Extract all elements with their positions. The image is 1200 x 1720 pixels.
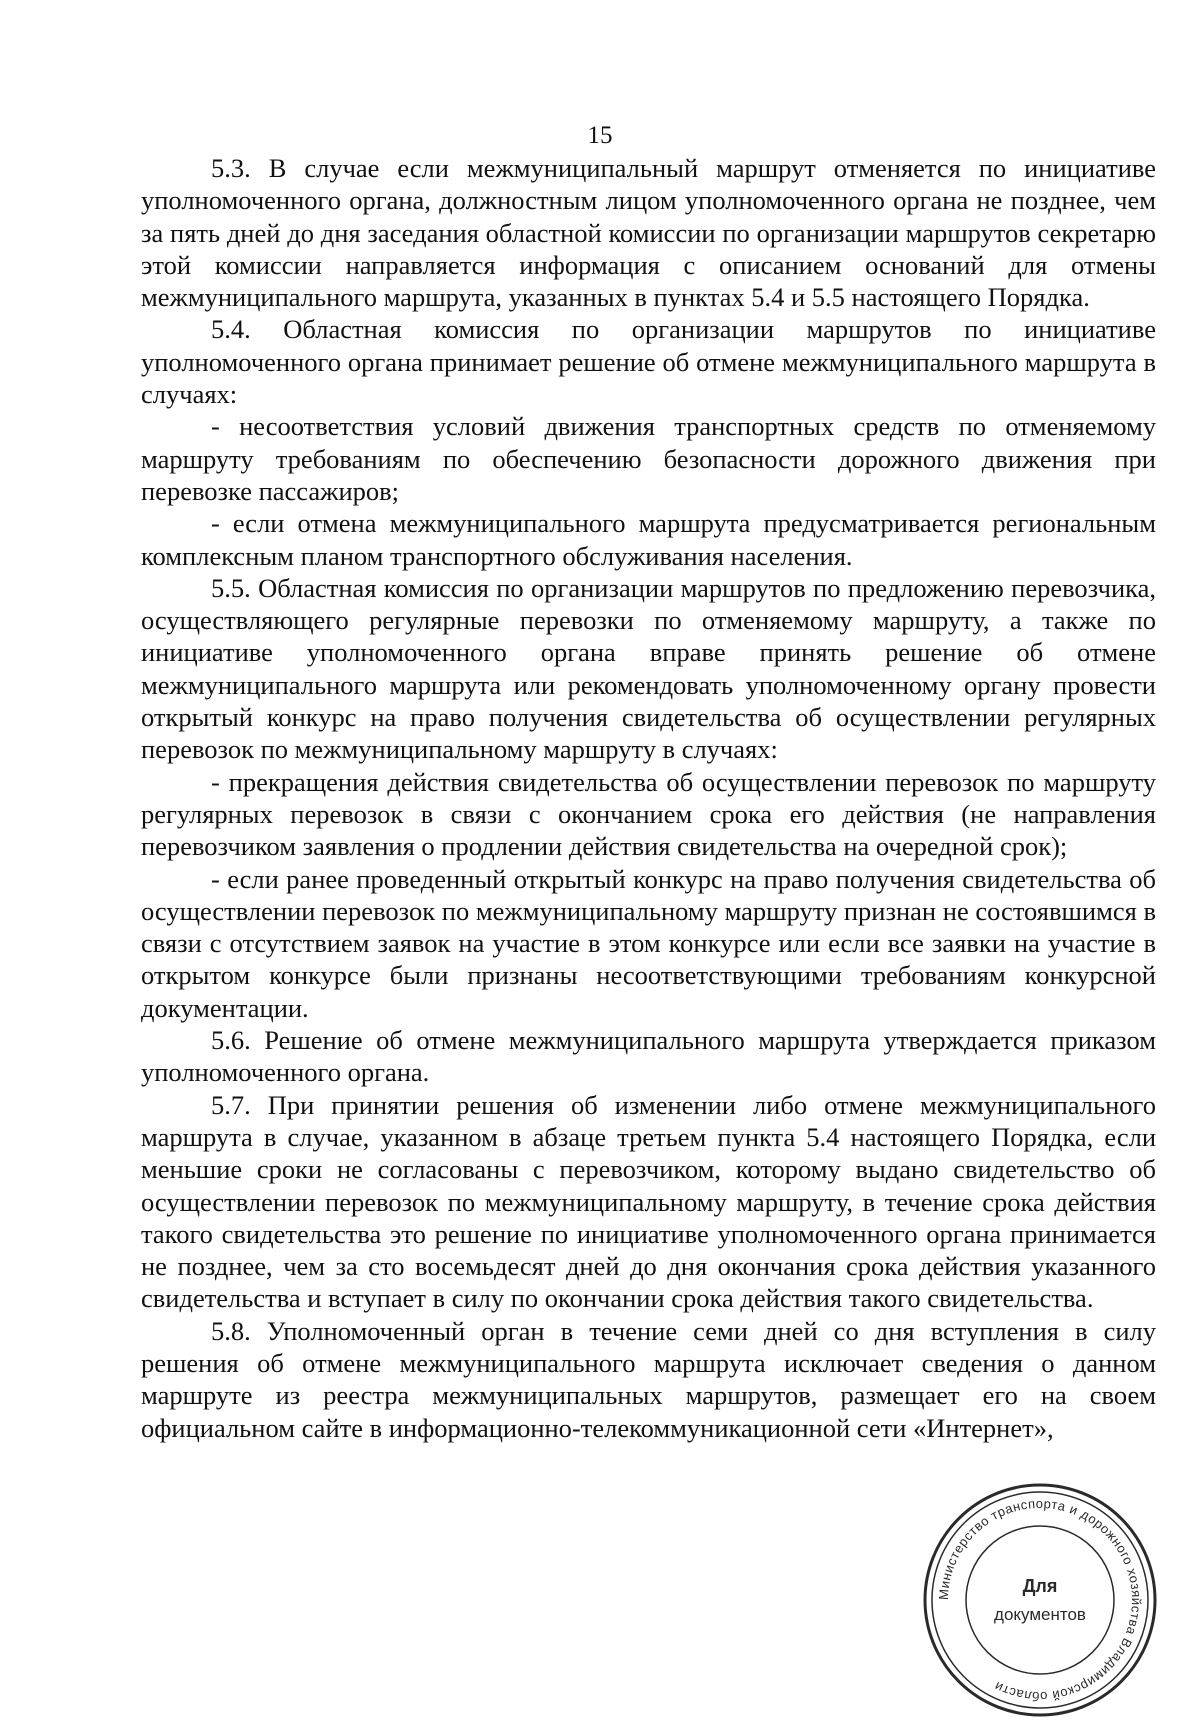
stamp-center-line-1: Для: [1022, 1576, 1058, 1596]
stamp-center-line-2: документов: [994, 1605, 1086, 1624]
document-body: [141, 152, 1156, 1444]
paragraph-5-7: 5.7. При принятии решения об изменении либо отмене межмуниципального маршрута в случае, указанном в абзаце третьем пункта 5.4 настоящего Порядка, если меньшие сроки не согласованы с перевозчиком, которому выдано свидетельство об осуществлении перевозок по межмуниципальному маршруту, в течение срока действия такого свидетельства это решение по инициативе уполномоченного органа принимается не позднее, чем за сто восемьдесят дней до дня окончания срока действия указанного свидетельства и вступает в силу по окончании срока действия такого свидетельства.: [141, 1089, 1156, 1314]
paragraph-5-4: 5.4. Областная комиссия по организации маршрутов по инициативе уполномоченного органа принимает решение об отмене межмуниципального маршрута в случаях:: [141, 314, 1156, 410]
paragraph-5-5: 5.5. Областная комиссия по организации маршрутов по предложению перевозчика, осуществляющего регулярные перевозки по отменяемому маршруту, а также по инициативе уполномоченного органа вправе принять решение об отмене межмуниципального маршрута или рекомендовать уполномоченному органу провести открытый конкурс на право получения свидетельства об осуществлении регулярных перевозок по межмуниципальному маршруту в случаях:: [141, 572, 1156, 765]
page-number: 15: [587, 122, 613, 149]
paragraph-5-5-item-1: - прекращения действия свидетельства об осуществлении перевозок по маршруту регулярных перевозок в связи с окончанием срока его действия (не направления перевозчиком заявления о продлении действия свидетельства на очередной срок);: [141, 766, 1156, 862]
svg-text:Министерство транспорта и доро: [936, 1496, 1144, 1704]
paragraph-5-4-item-1: - несоответствия условий движения транспортных средств по отменяемому маршруту требованиям по обеспечению безопасности дорожного движения при перевозке пассажиров;: [141, 411, 1156, 506]
official-stamp: [920, 1480, 1160, 1720]
paragraph-5-6: 5.6. Решение об отмене межмуниципального маршрута утверждается приказом уполномоченного органа.: [141, 1025, 1156, 1088]
stamp-seal-icon: [920, 1480, 1160, 1720]
paragraph-5-8: 5.8. Уполномоченный орган в течение семи дней со дня вступления в силу решения об отмене межмуниципального маршрута исключает сведения о данном маршруте из реестра межмуниципальных маршрутов, размещает его на своем официальном сайте в информационно-телекоммуникационной сети «Интернет»,: [141, 1315, 1156, 1443]
stamp-ring-text: Министерство транспорта и дорожного хозяйства Владимирской области: [935, 1495, 1145, 1705]
paragraph-5-5-item-2: - если ранее проведенный открытый конкурс на право получения свидетельства об осуществлении перевозок по межмуниципальному маршруту признан не состоявшимся в связи с отсутствием заявок на участие в этом конкурсе или если все заявки на участие в открытом конкурсе были признаны несоответствующими требованиям конкурсной документации.: [141, 863, 1156, 1023]
paragraph-5-4-item-2: - если отмена межмуниципального маршрута предусматривается региональным комплексным планом транспортного обслуживания населения.: [141, 508, 1156, 571]
paragraph-5-3: 5.3. В случае если межмуниципальный маршрут отменяется по инициативе уполномоченного органа, должностным лицом уполномоченного органа не позднее, чем за пять дней до дня заседания областной комиссии по организации маршрутов секретарю этой комиссии направляется информация с описанием оснований для отмены межмуниципального маршрута, указанных в пунктах 5.4 и 5.5 настоящего Порядка.: [141, 153, 1156, 313]
